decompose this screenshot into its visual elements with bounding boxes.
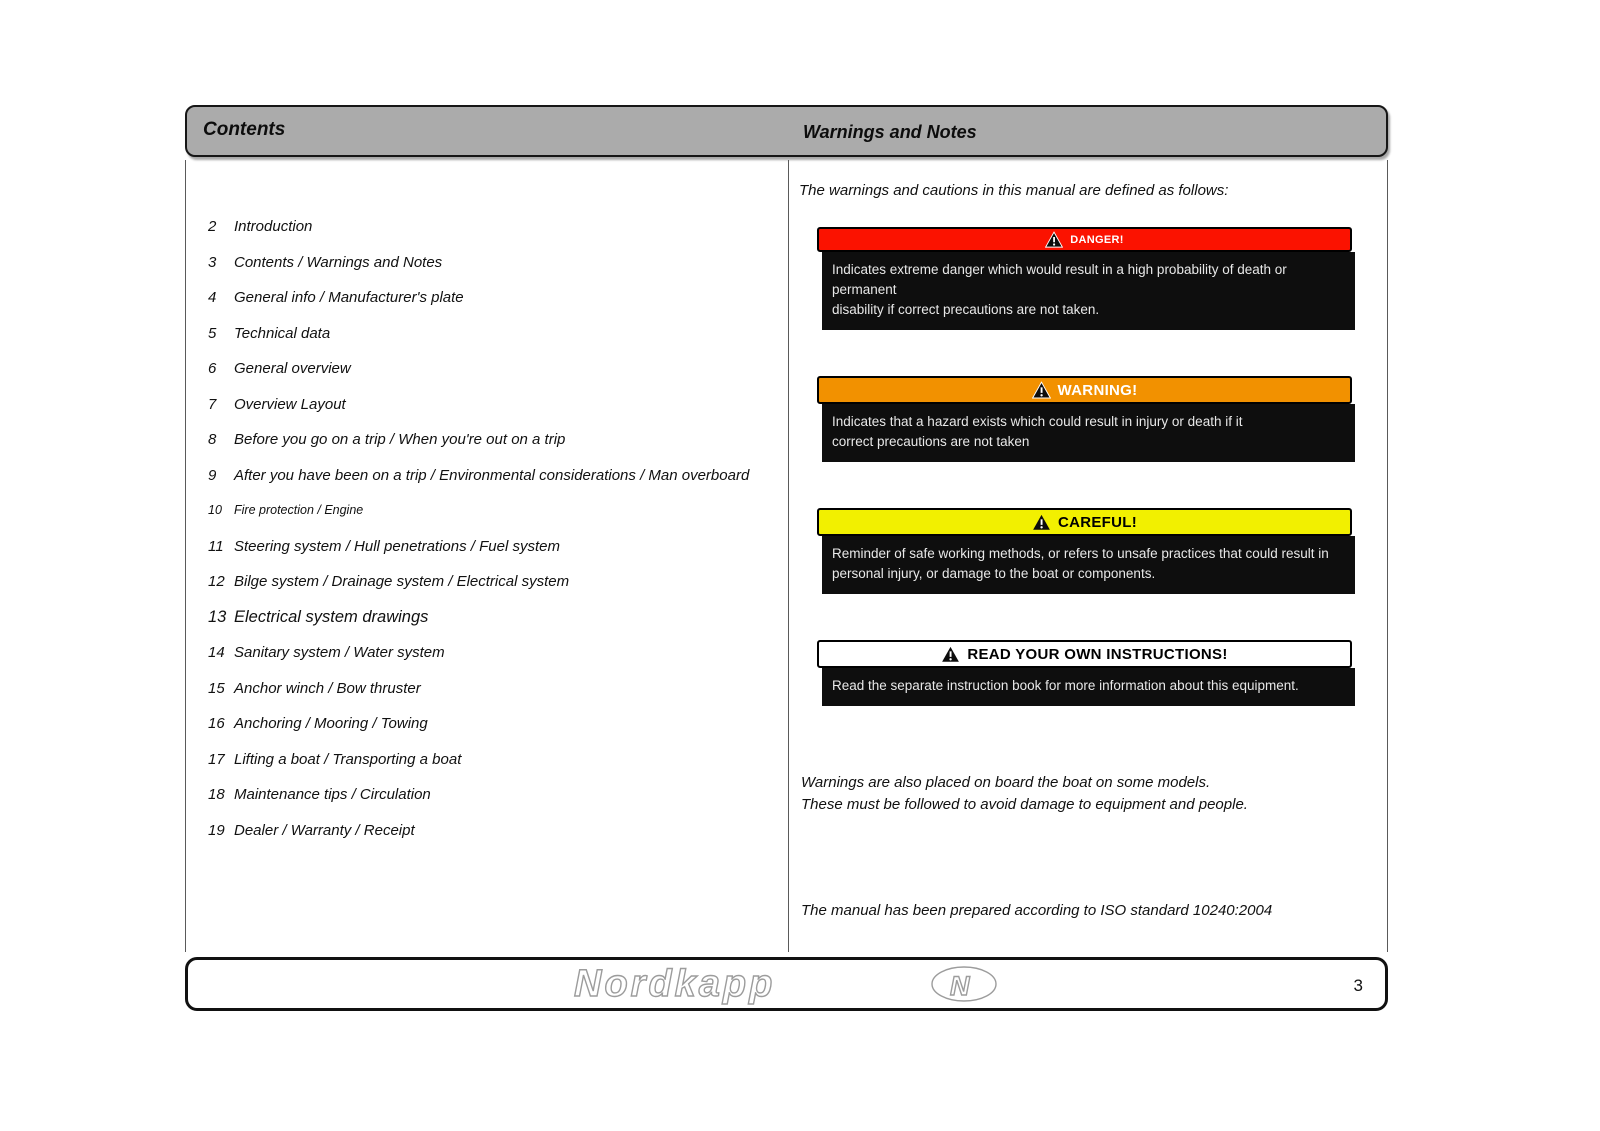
toc-item bbox=[208, 394, 788, 415]
contents-title: Contents bbox=[203, 119, 286, 140]
toc-list bbox=[208, 216, 788, 841]
toc-item-number: 5 bbox=[208, 324, 217, 342]
toc-item bbox=[208, 678, 788, 699]
warning-body-line: Indicates extreme danger which would result in a high probability of death or permanent bbox=[832, 262, 1287, 297]
warning-box-header bbox=[817, 376, 1352, 404]
toc-item bbox=[208, 323, 788, 344]
toc-item-number: 10 bbox=[208, 503, 222, 517]
toc-item-number: 12 bbox=[208, 573, 225, 590]
warning-box-careful bbox=[817, 508, 1352, 594]
toc-column bbox=[186, 160, 789, 952]
toc-item bbox=[208, 358, 788, 379]
toc-item-label: Before you go on a trip / When you're out on a trip bbox=[234, 431, 566, 448]
read-instructions-box-header bbox=[817, 640, 1352, 668]
onboard-warnings-notes bbox=[801, 772, 1387, 816]
header-bar bbox=[185, 105, 1388, 157]
read-instructions-box-body bbox=[822, 668, 1355, 706]
warning-body-line: disability if correct precautions are not taken. bbox=[832, 302, 1100, 317]
toc-item-number: 15 bbox=[208, 679, 225, 697]
warnings-intro: The warnings and cautions in this manual are defined as follows: bbox=[799, 182, 1229, 199]
warning-triangle-icon bbox=[941, 645, 960, 664]
toc-item bbox=[208, 607, 788, 628]
careful-box-title: CAREFUL! bbox=[1057, 513, 1138, 531]
warning-box-read-instructions bbox=[817, 640, 1352, 706]
toc-item-number: 6 bbox=[208, 360, 217, 377]
toc-item-label: Technical data bbox=[234, 324, 331, 342]
warning-body-line: Reminder of safe working methods, or refers to unsafe practices that could result in bbox=[832, 546, 1329, 561]
read-instructions-box-title: READ YOUR OWN INSTRUCTIONS! bbox=[967, 645, 1228, 663]
toc-item bbox=[208, 252, 788, 273]
toc-item bbox=[208, 749, 788, 770]
warning-triangle-icon bbox=[1045, 231, 1063, 249]
toc-item bbox=[208, 536, 788, 557]
toc-item-label: Fire protection / Engine bbox=[234, 503, 364, 517]
toc-item-label: Contents / Warnings and Notes bbox=[234, 253, 443, 271]
toc-item bbox=[208, 216, 788, 237]
toc-item-number: 4 bbox=[208, 289, 217, 306]
toc-item-label: General overview bbox=[234, 360, 351, 377]
toc-item bbox=[208, 713, 788, 734]
careful-box-body bbox=[822, 536, 1355, 594]
toc-item bbox=[208, 500, 788, 521]
toc-item-label: General info / Manufacturer's plate bbox=[234, 289, 464, 306]
warning-box-title: WARNING! bbox=[1057, 381, 1138, 399]
page-number: 3 bbox=[1353, 976, 1363, 995]
toc-item-label: After you have been on a trip / Environmental considerations / Man overboard bbox=[234, 466, 750, 484]
toc-item bbox=[208, 429, 788, 450]
toc-item-number: 7 bbox=[208, 395, 217, 413]
note-line: These must be followed to avoid damage to equipment and people. bbox=[801, 796, 1248, 813]
warnings-column bbox=[789, 160, 1387, 952]
warning-body-line: Indicates that a hazard exists which could result in injury or death if it bbox=[832, 414, 1243, 429]
toc-item bbox=[208, 571, 788, 592]
toc-item-label: Lifting a boat / Transporting a boat bbox=[234, 750, 462, 768]
nordkapp-logo bbox=[572, 962, 1002, 1006]
toc-item-label: Anchor winch / Bow thruster bbox=[234, 679, 421, 697]
toc-item-label: Introduction bbox=[234, 218, 313, 235]
toc-item-number: 17 bbox=[208, 750, 225, 768]
warning-box-warning bbox=[817, 376, 1352, 462]
toc-item-number: 3 bbox=[208, 253, 217, 271]
iso-standard-note: The manual has been prepared according to ISO standard 10240:2004 bbox=[801, 902, 1273, 919]
toc-item-label: Overview Layout bbox=[234, 395, 346, 413]
toc-item-number: 16 bbox=[208, 715, 225, 732]
danger-box-body bbox=[822, 252, 1355, 330]
warning-triangle-icon bbox=[1032, 381, 1051, 400]
toc-item-label: Maintenance tips / Circulation bbox=[234, 786, 431, 803]
toc-item-number: 13 bbox=[208, 607, 227, 626]
toc-item-number: 2 bbox=[208, 218, 217, 235]
brand-logo-text: Nordkapp bbox=[573, 963, 775, 1005]
warning-body-line: personal injury, or damage to the boat or components. bbox=[832, 566, 1156, 581]
toc-item-label: Sanitary system / Water system bbox=[234, 644, 445, 661]
brand-emblem-letter: N bbox=[949, 971, 969, 1001]
toc-item-number: 8 bbox=[208, 431, 217, 448]
toc-item-label: Anchoring / Mooring / Towing bbox=[234, 715, 428, 732]
warning-box-danger bbox=[817, 227, 1352, 330]
warning-body-line: correct precautions are not taken bbox=[832, 434, 1030, 449]
danger-box-header bbox=[817, 227, 1352, 252]
toc-item bbox=[208, 784, 788, 805]
toc-item-label: Electrical system drawings bbox=[234, 607, 429, 626]
warning-box-body bbox=[822, 404, 1355, 462]
toc-item bbox=[208, 465, 788, 486]
toc-item-number: 18 bbox=[208, 786, 225, 803]
content-area bbox=[185, 160, 1388, 952]
warnings-and-notes-title: Warnings and Notes bbox=[803, 122, 977, 142]
manual-page bbox=[185, 105, 1388, 1011]
warning-body-line: Read the separate instruction book for more information about this equipment. bbox=[832, 678, 1299, 693]
danger-box-title: DANGER! bbox=[1070, 233, 1124, 246]
careful-box-header bbox=[817, 508, 1352, 536]
toc-item-label: Steering system / Hull penetrations / Fuel system bbox=[234, 537, 560, 555]
footer-bar bbox=[185, 957, 1388, 1011]
toc-item bbox=[208, 820, 788, 841]
toc-item bbox=[208, 287, 788, 308]
toc-item-number: 19 bbox=[208, 821, 225, 839]
toc-item bbox=[208, 642, 788, 663]
note-line: Warnings are also placed on board the boat on some models. bbox=[801, 774, 1211, 791]
toc-item-label: Dealer / Warranty / Receipt bbox=[234, 821, 415, 839]
toc-item-number: 14 bbox=[208, 644, 225, 661]
toc-item-label: Bilge system / Drainage system / Electrical system bbox=[234, 573, 570, 590]
toc-item-number: 9 bbox=[208, 466, 217, 484]
toc-item-number: 11 bbox=[208, 537, 224, 555]
warning-triangle-icon bbox=[1032, 513, 1051, 532]
